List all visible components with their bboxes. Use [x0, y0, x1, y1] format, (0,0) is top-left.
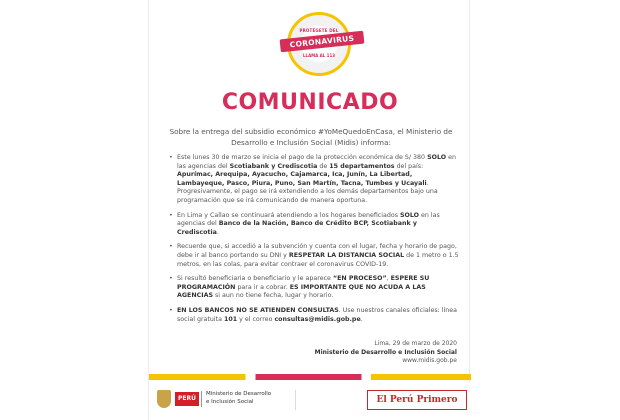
- bullet-list: [169, 154, 461, 330]
- bullet-text: . Use nuestros canales oficiales: línea social gratuita: [177, 306, 457, 323]
- bullet-text: en las agencias del: [177, 154, 456, 170]
- bullet-text: del país:: [394, 162, 424, 170]
- bullet-text: de 1 metro o 1.5 metros, en las colas, para evitar contraer el coronavirus COVID-19.: [177, 251, 459, 268]
- bullet-bold-text: “EN PROCESO”: [332, 275, 387, 283]
- footer: [149, 382, 471, 420]
- badge-bottom-text: LLAMA AL 113: [302, 53, 336, 58]
- peru-label: PERÚ: [175, 392, 199, 406]
- bullet-bold-text: RESPETAR LA DISTANCIA SOCIAL: [288, 251, 405, 259]
- announcement-page: [148, 0, 470, 420]
- badge-ribbon: CORONAVIRUS: [280, 31, 365, 53]
- bullet-bold-text: ESPERE SU PROGRAMACIÓN: [177, 275, 430, 291]
- intro-paragraph: Sobre la entrega del subsidio económico #YoMeQuedoEnCasa, el Ministerio de Desarrollo e Inclusión Social (Midis) informa:: [169, 127, 453, 147]
- signature-web[interactable]: www.midis.gob.pe: [402, 357, 457, 364]
- bullet-bold-text: consultas@midis.gob.pe: [274, 315, 361, 323]
- footer-divider: [295, 390, 296, 410]
- bullet-text: si aun no tiene fecha, lugar y horario.: [213, 292, 334, 300]
- ministry-name: [201, 391, 271, 407]
- bullet-bold-text: Apurímac, Arequipa, Ayacucho, Cajamarca, Ica, Junín, La Libertad, Lambayeque, Pasco, Piura, Puno, San Martín, Tacna, Tumbes y Ucayali: [177, 171, 427, 187]
- el-peru-primero-logo: El Perú Primero: [367, 390, 467, 410]
- page-title: COMUNICADO: [221, 90, 399, 115]
- bullet-text: y el correo: [237, 315, 275, 323]
- bullet-text: Este lunes 30 de marzo se inicia el pago de la protección económica de S/ 380: [177, 154, 428, 161]
- bullet-text: en las agencias del: [177, 211, 440, 228]
- bullet-bold-text: ES IMPORTANTE QUE NO ACUDA A LAS AGENCIAS: [177, 283, 426, 300]
- bullet-item: [169, 243, 461, 269]
- color-stripe: [149, 374, 471, 380]
- bullet-bold-text: 15 departamentos: [329, 162, 395, 170]
- bullet-text: de: [317, 162, 330, 170]
- bullet-item: [169, 275, 461, 301]
- bullet-bold-text: SOLO: [400, 211, 420, 219]
- bullet-text: para ir a cobrar.: [235, 283, 290, 291]
- bullet-text: En Lima y Callao se continuará atendiendo a los hogares beneficiados: [177, 211, 400, 219]
- signature-block: [315, 340, 457, 366]
- bullet-bold-text: SOLO: [427, 154, 447, 161]
- ministry-line-1: Ministerio de Desarrollo: [206, 391, 272, 397]
- bullet-text: Recuerde que, si accedió a la subvención y cuenta con el lugar, fecha y horario de pago, debe ir al banco portando su DNI y: [177, 243, 457, 259]
- right-margin: [470, 0, 620, 420]
- bullet-bold-text: Scotiabank y Crediscotia: [229, 162, 318, 170]
- bullet-item: [169, 212, 461, 238]
- bullet-text: ,: [386, 275, 391, 283]
- bullet-bold-text: 101: [223, 315, 238, 323]
- ministry-line-2: e Inclusión Social: [206, 398, 254, 405]
- left-margin: [0, 0, 148, 420]
- signature-date: Lima, 29 de marzo de 2020: [374, 340, 457, 347]
- coronavirus-badge: [287, 12, 355, 76]
- bullet-item: [169, 154, 461, 206]
- bullet-bold-text: Banco de la Nación, Banco de Crédito BCP, Scotiabank y Crediscotia: [177, 220, 418, 236]
- coat-of-arms-icon: [157, 390, 171, 408]
- bullet-text: . Progresivamente, el pago se irá extendiendo a los demás departamentos bajo una programación que se irá comunicando de manera oportuna.: [177, 179, 438, 204]
- bullet-item: [169, 307, 461, 324]
- bullet-text: .: [216, 228, 219, 236]
- bullet-bold-text: EN LOS BANCOS NO SE ATIENDEN CONSULTAS: [177, 306, 339, 314]
- bullet-text: .: [360, 315, 363, 323]
- signature-org: Ministerio de Desarrollo e Inclusión Social: [314, 348, 457, 356]
- bullet-text: Si resultó beneficiaria o beneficiario y le aparece: [177, 275, 333, 283]
- badge-top-text: PROTÉGETE DEL: [299, 28, 339, 33]
